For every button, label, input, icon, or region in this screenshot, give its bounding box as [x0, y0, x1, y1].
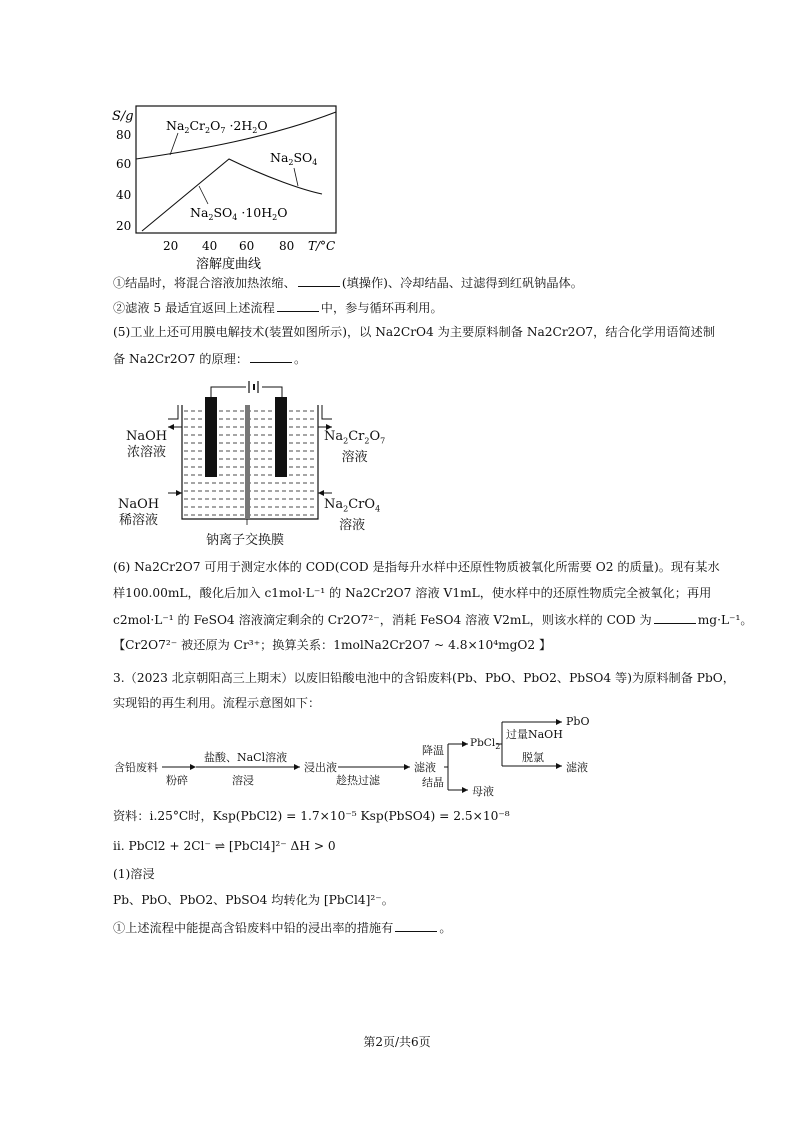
left-electrode — [205, 397, 217, 477]
q3-sub1-question: ①上述流程中能提高含铅废料中铅的浸出率的措施有 。 — [113, 921, 452, 935]
q6-line1: (6) Na2Cr2O7 可用于测定水体的 COD(COD 是指每升水样中还原性物质被氧化所需要 O2 的质量)。现有某水 — [113, 560, 720, 574]
q3-line1: 3.（2023 北京朝阳高三上期末）以废旧铅酸电池中的含铅废料(Pb、PbO、PbO2、PbSO4 等)为原料制备 PbO， — [113, 671, 735, 685]
q5-line1: (5)工业上还可用膜电解技术(装置如图所示)，以 Na2CrO4 为主要原料制备 Na2Cr2O7，结合化学用语简述制 — [113, 325, 716, 339]
q6-line3-unit: mg·L⁻¹。 — [697, 613, 753, 627]
flow-step2-reagent: 盐酸、NaCl溶液 — [204, 751, 288, 764]
flow-start: 含铅废料 — [114, 761, 158, 774]
y-tick-20: 20 — [116, 219, 132, 233]
flow-step2-label: 溶浸 — [232, 774, 254, 787]
label-naoh-conc: NaOH 浓溶液 — [126, 429, 168, 460]
y-tick-60: 60 — [116, 157, 132, 171]
flow-step5-label: 脱氯 — [522, 751, 544, 764]
solubility-chart — [108, 100, 348, 275]
electrolysis-diagram — [110, 375, 390, 550]
answer-blank[interactable] — [298, 274, 340, 287]
q4-line1-part-b: (填操作)、冷却结晶、过滤得到红矾钠晶体。 — [341, 276, 583, 290]
flow-step3-label: 趁热过滤 — [336, 774, 380, 787]
q6-line3-text: c2mol·L⁻¹ 的 FeSO4 溶液滴定剩余的 Cr2O7²⁻，消耗 FeSO4 溶液 V2mL，则该水样的 COD 为 — [113, 613, 652, 627]
y-tick-40: 40 — [116, 188, 132, 202]
flow-product5: 滤液 — [566, 761, 588, 774]
q3-sub1-text: Pb、PbO、PbO2、PbSO4 均转化为 [PbCl4]²⁻。 — [113, 893, 394, 907]
label-na2cro4-solution: $Na_2CrO_4$ 溶液 — [324, 497, 381, 533]
answer-blank[interactable] — [395, 919, 437, 932]
q3-info1: 资料：i.25°C时，Ksp(PbCl2) = 1.7×10⁻⁵ Ksp(PbSO4) = 2.5×10⁻⁸ — [113, 809, 510, 823]
x-tick-20: 20 — [163, 239, 179, 253]
flow-step4-label-a: 降温 — [422, 744, 444, 757]
x-tick-80: 80 — [279, 239, 295, 253]
q3-line2: 实现铅的再生利用。流程示意图如下： — [113, 696, 321, 710]
q4-line2-part-b: 中，参与循环再利用。 — [320, 301, 443, 315]
x-tick-60: 60 — [239, 239, 255, 253]
flow-product2: 滤液 — [414, 761, 436, 774]
flow-product1: 浸出液 — [304, 761, 337, 774]
q6-line2: 样100.00mL，酸化后加入 c1mol·L⁻¹ 的 Na2Cr2O7 溶液 V1mL，使水样中的还原性物质完全被氧化；再用 — [113, 586, 712, 600]
label-naoh-dilute: NaOH 稀溶液 — [118, 497, 160, 528]
flow-step5-reagent: 过量NaOH — [506, 728, 563, 741]
x-axis-label: T/°C — [308, 239, 336, 253]
q4-line1-part-a: ①结晶时，将混合溶液加热浓缩、 — [113, 276, 296, 290]
page-footer: 第2页/共6页 — [363, 1035, 431, 1049]
q5-line2: 备 Na2Cr2O7 的原理： 。 — [113, 352, 307, 366]
q4-line2-part-a: ②滤液 5 最适宜返回上述流程 — [113, 301, 275, 315]
q3-info2: ii. PbCl2 + 2Cl⁻ ⇌ [PbCl4]²⁻ ΔH > 0 — [113, 839, 336, 853]
answer-blank[interactable] — [277, 299, 319, 312]
answer-blank[interactable] — [654, 611, 696, 624]
answer-blank[interactable] — [250, 350, 292, 363]
flow-chart — [110, 712, 610, 800]
q4-line1 — [113, 274, 583, 291]
q4-line2 — [113, 299, 443, 316]
membrane — [245, 405, 250, 519]
y-tick-80: 80 — [116, 128, 132, 142]
curve-label-na2cr2o7: $Na_2Cr_2O_7 \cdot 2H_2O$ — [166, 118, 268, 135]
flow-product4: PbO — [566, 715, 590, 728]
q5-line2-text: 备 Na2Cr2O7 的原理： — [113, 352, 249, 366]
q3-sub1: (1)溶浸 — [113, 867, 155, 881]
label-membrane: 钠离子交换膜 — [206, 533, 285, 548]
curve-label-na2so4: $Na_2SO_4$ — [270, 150, 318, 167]
flow-product3: PbCl$_2$ — [470, 737, 501, 752]
y-axis-label: S/g — [112, 109, 134, 124]
flow-step4-label-b: 结晶 — [422, 776, 444, 789]
flow-product6: 母液 — [472, 785, 494, 798]
label-na2cr2o7-solution: $Na_2Cr_2O_7$ 溶液 — [324, 429, 386, 465]
q6-line3 — [113, 611, 753, 628]
flow-step1-label: 粉碎 — [166, 774, 188, 787]
curve-label-na2so4-10h2o: $Na_2SO_4 \cdot 10H_2O$ — [190, 205, 288, 222]
chart-caption: 溶解度曲线 — [196, 257, 262, 272]
q6-line4: 【Cr2O7²⁻ 被还原为 Cr³⁺；换算关系：1molNa2Cr2O7 ~ 4.8×10⁴mgO2 】 — [113, 638, 552, 652]
solubility-chart-svg — [108, 100, 348, 275]
right-electrode — [275, 397, 287, 477]
q3-sub1-question-text: ①上述流程中能提高含铅废料中铅的浸出率的措施有 — [113, 921, 394, 935]
x-tick-40: 40 — [202, 239, 218, 253]
